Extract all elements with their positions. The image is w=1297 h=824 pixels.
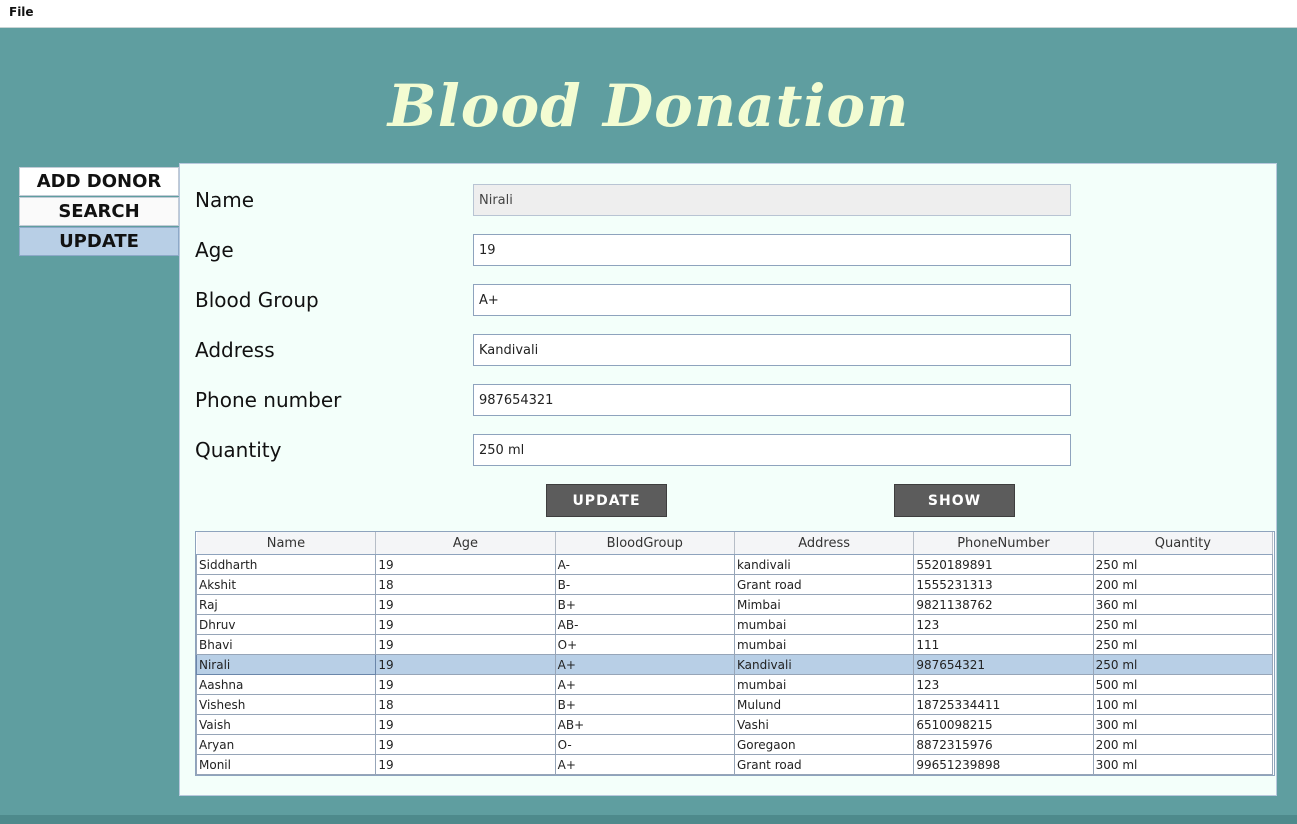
address-field[interactable]: Kandivali — [473, 334, 1071, 366]
tab-search[interactable]: SEARCH — [19, 197, 179, 226]
table-cell-bloodgroup[interactable]: B+ — [555, 695, 734, 715]
file-menu[interactable]: File — [9, 5, 34, 19]
table-header-row — [197, 532, 1273, 555]
table-cell-quantity[interactable]: 500 ml — [1093, 675, 1272, 695]
table-cell-quantity[interactable]: 250 ml — [1093, 655, 1272, 675]
table-cell-name[interactable]: Dhruv — [197, 615, 376, 635]
column-header-age[interactable]: Age — [376, 532, 555, 555]
table-cell-quantity[interactable]: 250 ml — [1093, 555, 1272, 575]
name-field[interactable]: Nirali — [473, 184, 1071, 216]
table-cell-phonenumber[interactable]: 123 — [914, 675, 1093, 695]
table-row[interactable] — [197, 635, 1273, 655]
table-cell-bloodgroup[interactable]: B+ — [555, 595, 734, 615]
table-cell-phonenumber[interactable]: 99651239898 — [914, 755, 1093, 775]
address-label: Address — [195, 338, 275, 362]
column-header-quantity[interactable]: Quantity — [1093, 532, 1272, 555]
table-row[interactable] — [197, 615, 1273, 635]
table-cell-quantity[interactable]: 100 ml — [1093, 695, 1272, 715]
table-cell-age[interactable]: 19 — [376, 615, 555, 635]
table-cell-address[interactable]: Vashi — [734, 715, 913, 735]
table-cell-address[interactable]: Goregaon — [734, 735, 913, 755]
table-cell-address[interactable]: Grant road — [734, 755, 913, 775]
phone-label: Phone number — [195, 388, 342, 412]
table-cell-name[interactable]: Bhavi — [197, 635, 376, 655]
table-cell-bloodgroup[interactable]: AB+ — [555, 715, 734, 735]
column-header-phonenumber[interactable]: PhoneNumber — [914, 532, 1093, 555]
table-row[interactable] — [197, 735, 1273, 755]
table-cell-quantity[interactable]: 250 ml — [1093, 635, 1272, 655]
donor-table — [195, 531, 1275, 776]
table-row[interactable] — [197, 755, 1273, 775]
table-cell-age[interactable]: 19 — [376, 635, 555, 655]
table-cell-age[interactable]: 18 — [376, 575, 555, 595]
table-cell-bloodgroup[interactable]: A+ — [555, 755, 734, 775]
table-cell-age[interactable]: 19 — [376, 555, 555, 575]
table-row[interactable] — [197, 555, 1273, 575]
quantity-label: Quantity — [195, 438, 282, 462]
table-cell-address[interactable]: Kandivali — [734, 655, 913, 675]
phone-field[interactable]: 987654321 — [473, 384, 1071, 416]
table-cell-name[interactable]: Siddharth — [197, 555, 376, 575]
show-button[interactable]: SHOW — [894, 484, 1015, 517]
app-title: Blood Donation — [387, 72, 910, 140]
table-cell-age[interactable]: 19 — [376, 595, 555, 615]
column-header-name[interactable]: Name — [197, 532, 376, 555]
table-cell-quantity[interactable]: 250 ml — [1093, 615, 1272, 635]
table-cell-age[interactable]: 18 — [376, 695, 555, 715]
update-button[interactable]: UPDATE — [546, 484, 667, 517]
table-cell-address[interactable]: mumbai — [734, 675, 913, 695]
table-cell-age[interactable]: 19 — [376, 655, 555, 675]
tab-list — [19, 167, 179, 257]
age-label: Age — [195, 238, 234, 262]
table-cell-age[interactable]: 19 — [376, 735, 555, 755]
table-cell-address[interactable]: mumbai — [734, 635, 913, 655]
table-cell-age[interactable]: 19 — [376, 715, 555, 735]
table-cell-name[interactable]: Vaish — [197, 715, 376, 735]
table-row[interactable] — [197, 715, 1273, 735]
table-cell-bloodgroup[interactable]: A+ — [555, 675, 734, 695]
table-cell-name[interactable]: Akshit — [197, 575, 376, 595]
table-cell-address[interactable]: kandivali — [734, 555, 913, 575]
table-cell-name[interactable]: Nirali — [197, 655, 376, 675]
table-cell-phonenumber[interactable]: 6510098215 — [914, 715, 1093, 735]
table-row[interactable] — [197, 595, 1273, 615]
table-row[interactable] — [197, 675, 1273, 695]
table-cell-phonenumber[interactable]: 123 — [914, 615, 1093, 635]
table-cell-bloodgroup[interactable]: B- — [555, 575, 734, 595]
table-cell-phonenumber[interactable]: 8872315976 — [914, 735, 1093, 755]
table-cell-name[interactable]: Vishesh — [197, 695, 376, 715]
table-row[interactable] — [197, 655, 1273, 675]
blood-group-field[interactable]: A+ — [473, 284, 1071, 316]
table-cell-phonenumber[interactable]: 5520189891 — [914, 555, 1093, 575]
table-cell-name[interactable]: Aashna — [197, 675, 376, 695]
table-cell-phonenumber[interactable]: 18725334411 — [914, 695, 1093, 715]
table-cell-phonenumber[interactable]: 1555231313 — [914, 575, 1093, 595]
table-cell-name[interactable]: Monil — [197, 755, 376, 775]
table-cell-name[interactable]: Raj — [197, 595, 376, 615]
table-cell-age[interactable]: 19 — [376, 755, 555, 775]
name-label: Name — [195, 188, 255, 212]
age-field[interactable]: 19 — [473, 234, 1071, 266]
table-cell-name[interactable]: Aryan — [197, 735, 376, 755]
table-cell-bloodgroup[interactable]: A- — [555, 555, 734, 575]
table-cell-quantity[interactable]: 200 ml — [1093, 735, 1272, 755]
table-cell-quantity[interactable]: 300 ml — [1093, 755, 1272, 775]
status-strip — [0, 815, 1297, 824]
table-cell-address[interactable]: mumbai — [734, 615, 913, 635]
table-cell-address[interactable]: Mulund — [734, 695, 913, 715]
table-cell-quantity[interactable]: 360 ml — [1093, 595, 1272, 615]
blood-group-label: Blood Group — [195, 288, 319, 312]
table-cell-bloodgroup[interactable]: AB- — [555, 615, 734, 635]
quantity-field[interactable]: 250 ml — [473, 434, 1071, 466]
table-cell-bloodgroup[interactable]: A+ — [555, 655, 734, 675]
table-row[interactable] — [197, 575, 1273, 595]
table-cell-address[interactable]: Mimbai — [734, 595, 913, 615]
table-cell-age[interactable]: 19 — [376, 675, 555, 695]
table-cell-phonenumber[interactable]: 9821138762 — [914, 595, 1093, 615]
table-cell-phonenumber[interactable]: 111 — [914, 635, 1093, 655]
column-header-address[interactable]: Address — [734, 532, 913, 555]
column-header-bloodgroup[interactable]: BloodGroup — [555, 532, 734, 555]
menu-bar — [0, 0, 1297, 28]
table-cell-quantity[interactable]: 300 ml — [1093, 715, 1272, 735]
table-body — [197, 555, 1273, 775]
tab-add-donor[interactable]: ADD DONOR — [19, 167, 179, 196]
table-cell-phonenumber[interactable]: 987654321 — [914, 655, 1093, 675]
table-cell-bloodgroup[interactable]: O- — [555, 735, 734, 755]
tab-update[interactable]: UPDATE — [19, 227, 179, 256]
table-row[interactable] — [197, 695, 1273, 715]
table-cell-quantity[interactable]: 200 ml — [1093, 575, 1272, 595]
table-cell-bloodgroup[interactable]: O+ — [555, 635, 734, 655]
table-cell-address[interactable]: Grant road — [734, 575, 913, 595]
